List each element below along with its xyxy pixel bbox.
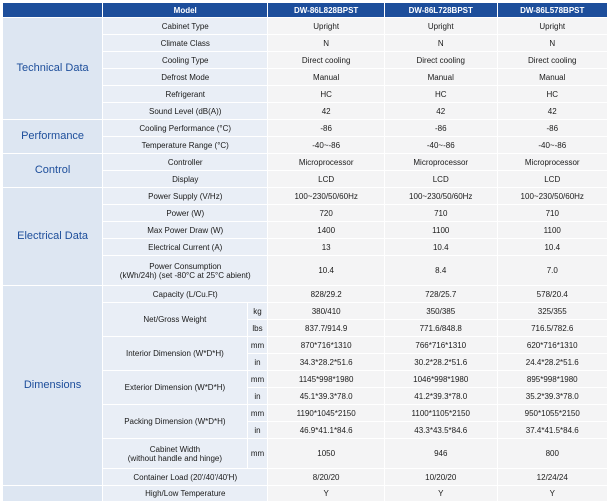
row-label: Packing Dimension (W*D*H): [103, 405, 248, 439]
cell: 37.4*41.5*84.6: [497, 422, 608, 439]
cell: 12/24/24: [497, 469, 608, 486]
row-label: Cooling Type: [103, 52, 268, 69]
table-row: [3, 154, 608, 171]
cell: 950*1055*2150: [497, 405, 608, 422]
cell: 828/29.2: [268, 286, 385, 303]
cell: 35.2*39.3*78.0: [497, 388, 608, 405]
cell: -86: [268, 120, 385, 137]
cell: 766*716*1310: [384, 337, 497, 354]
cell: 620*716*1310: [497, 337, 608, 354]
cell: 24.4*28.2*51.6: [497, 354, 608, 371]
cell: 895*998*1980: [497, 371, 608, 388]
row-label: Net/Gross Weight: [103, 303, 248, 337]
cell: 100~230/50/60Hz: [268, 188, 385, 205]
table-row: [3, 286, 608, 303]
cell: HC: [497, 86, 608, 103]
row-label: Max Power Draw (W): [103, 222, 268, 239]
cell: 1046*998*1980: [384, 371, 497, 388]
cell: Upright: [268, 18, 385, 35]
cell: 325/355: [497, 303, 608, 320]
table-row: [3, 120, 608, 137]
header-row: [3, 3, 608, 18]
cell: 870*716*1310: [268, 337, 385, 354]
row-label: Climate Class: [103, 35, 268, 52]
cell: Direct cooling: [497, 52, 608, 69]
row-label: Refrigerant: [103, 86, 268, 103]
model-2: DW-86L728BPST: [384, 3, 497, 18]
category-performance: Performance: [3, 120, 103, 154]
row-label: Temperature Range (°C): [103, 137, 268, 154]
cell: Microprocessor: [268, 154, 385, 171]
cell: N: [268, 35, 385, 52]
cell: 43.3*43.5*84.6: [384, 422, 497, 439]
cell: 46.9*41.1*84.6: [268, 422, 385, 439]
header-corner: [3, 3, 103, 18]
cell: 1400: [268, 222, 385, 239]
cell: 100~230/50/60Hz: [497, 188, 608, 205]
cell: 720: [268, 205, 385, 222]
cell: 8/20/20: [268, 469, 385, 486]
category-blank: [3, 486, 103, 502]
cell: Microprocessor: [497, 154, 608, 171]
cell: 837.7/914.9: [268, 320, 385, 337]
cell: 42: [268, 103, 385, 120]
table-row: [3, 188, 608, 205]
row-label: Interior Dimension (W*D*H): [103, 337, 248, 371]
unit-label: mm: [247, 337, 268, 354]
row-label-line-1: Cabinet Width: [149, 444, 201, 454]
row-label: Capacity (L/Cu.Ft): [103, 286, 268, 303]
spec-table: [2, 2, 608, 502]
model-1: DW-86L828BPST: [268, 3, 385, 18]
cell: Manual: [384, 69, 497, 86]
row-label: Exterior Dimension (W*D*H): [103, 371, 248, 405]
cell: 710: [384, 205, 497, 222]
row-label-line-2: (without handle and hinge): [127, 453, 223, 463]
unit-label: kg: [247, 303, 268, 320]
cell: Y: [384, 486, 497, 502]
cell: Y: [497, 486, 608, 502]
row-label: Sound Level (dB(A)): [103, 103, 268, 120]
cell: LCD: [268, 171, 385, 188]
unit-label: in: [247, 354, 268, 371]
cell: Y: [268, 486, 385, 502]
cell: 578/20.4: [497, 286, 608, 303]
unit-label: in: [247, 422, 268, 439]
cell: 1190*1045*2150: [268, 405, 385, 422]
cell: 350/385: [384, 303, 497, 320]
cell: Manual: [268, 69, 385, 86]
cell: Manual: [497, 69, 608, 86]
cell: 8.4: [384, 256, 497, 286]
row-label: Defrost Mode: [103, 69, 268, 86]
cell: 7.0: [497, 256, 608, 286]
cell: 1145*998*1980: [268, 371, 385, 388]
cell: 771.6/848.8: [384, 320, 497, 337]
table-row: [3, 18, 608, 35]
cell: 946: [384, 439, 497, 469]
cell: -40~-86: [384, 137, 497, 154]
cell: Microprocessor: [384, 154, 497, 171]
row-label: Power Supply (V/Hz): [103, 188, 268, 205]
cell: N: [384, 35, 497, 52]
cell: -40~-86: [268, 137, 385, 154]
row-label: [103, 439, 248, 469]
row-label: Cabinet Type: [103, 18, 268, 35]
cell: 10.4: [268, 256, 385, 286]
table-row: [3, 486, 608, 502]
model-3: DW-86L578BPST: [497, 3, 608, 18]
row-label: [103, 256, 268, 286]
cell: 45.1*39.3*78.0: [268, 388, 385, 405]
category-control: Control: [3, 154, 103, 188]
cell: 42: [384, 103, 497, 120]
cell: 380/410: [268, 303, 385, 320]
row-label-line-2: (kWh/24h) (set -80°C at 25°C abient): [119, 270, 251, 280]
row-label: Cooling Performance (°C): [103, 120, 268, 137]
cell: 30.2*28.2*51.6: [384, 354, 497, 371]
cell: 1100*1105*2150: [384, 405, 497, 422]
row-label: Display: [103, 171, 268, 188]
category-technical-data: Technical Data: [3, 18, 103, 120]
cell: Upright: [384, 18, 497, 35]
row-label: Power (W): [103, 205, 268, 222]
cell: 710: [497, 205, 608, 222]
cell: 42: [497, 103, 608, 120]
cell: 800: [497, 439, 608, 469]
cell: -86: [384, 120, 497, 137]
cell: -86: [497, 120, 608, 137]
cell: N: [497, 35, 608, 52]
cell: 10.4: [497, 239, 608, 256]
cell: LCD: [384, 171, 497, 188]
cell: Upright: [497, 18, 608, 35]
unit-label: mm: [247, 405, 268, 422]
row-label: High/Low Temperature: [103, 486, 268, 502]
unit-label: mm: [247, 371, 268, 388]
cell: LCD: [497, 171, 608, 188]
cell: 13: [268, 239, 385, 256]
model-label: Model: [103, 3, 268, 18]
cell: 1050: [268, 439, 385, 469]
cell: Direct cooling: [384, 52, 497, 69]
row-label: Controller: [103, 154, 268, 171]
cell: 100~230/50/60Hz: [384, 188, 497, 205]
row-label-line-1: Power Consumption: [149, 261, 222, 271]
cell: -40~-86: [497, 137, 608, 154]
cell: 10.4: [384, 239, 497, 256]
cell: 34.3*28.2*51.6: [268, 354, 385, 371]
cell: 1100: [497, 222, 608, 239]
unit-label: mm: [247, 439, 268, 469]
row-label: Container Load (20'/40'/40'H): [103, 469, 268, 486]
unit-label: lbs: [247, 320, 268, 337]
cell: HC: [384, 86, 497, 103]
cell: Direct cooling: [268, 52, 385, 69]
cell: 1100: [384, 222, 497, 239]
cell: 41.2*39.3*78.0: [384, 388, 497, 405]
category-dimensions: Dimensions: [3, 286, 103, 486]
category-electrical-data: Electrical Data: [3, 188, 103, 286]
unit-label: in: [247, 388, 268, 405]
cell: 728/25.7: [384, 286, 497, 303]
row-label: Electrical Current (A): [103, 239, 268, 256]
cell: HC: [268, 86, 385, 103]
cell: 716.5/782.6: [497, 320, 608, 337]
cell: 10/20/20: [384, 469, 497, 486]
